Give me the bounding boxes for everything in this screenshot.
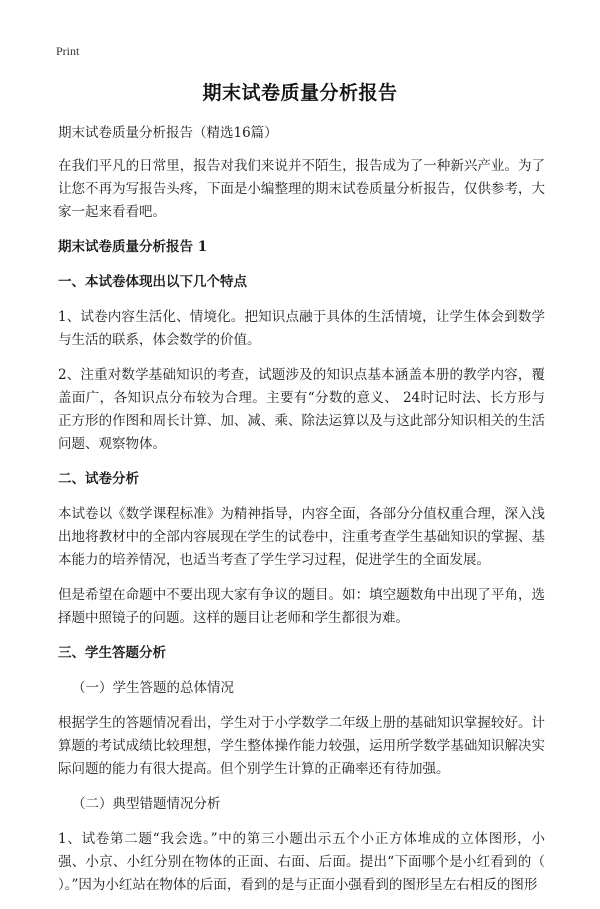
paragraph: 但是希望在命题中不要出现大家有争议的题目。如：填空题数角中出现了平角，选择题中照镜子的问题。这样的题目让老师和学生都很为难。 (58, 587, 545, 626)
section-heading-features: 一、本试卷体现出以下几个特点 (58, 274, 247, 290)
section-heading-answers: 三、学生答题分析 (58, 645, 166, 661)
document-subtitle: 期末试卷质量分析报告（精选16篇） (58, 125, 278, 141)
paragraph: 1、试卷第二题“我会选。”中的第三小题出示五个小正方体堆成的立体图形，小强、小京、小红分别在物体的正面、右面、后面。提出“下面哪个是小红看到的（ ）。”因为小红站在物体的后面，看到的是与正面小强看到的图形呈左右相反的图形 (58, 831, 545, 893)
page-title: 期末试卷质量分析报告 (202, 82, 398, 104)
intro-paragraph: 在我们平凡的日常里，报告对我们来说并不陌生，报告成为了一种新兴产业。为了让您不再为写报告头疼，下面是小编整理的期末试卷质量分析报告，仅供参考，大家一起来看看吧。 (58, 158, 545, 220)
document-body (58, 122, 545, 909)
sub-heading-overall: （一）学生答题的总体情况 (72, 680, 234, 696)
paragraph: 本试卷以《数学课程标准》为精神指导，内容全面，各部分分值权重合理，深入浅出地将教材中的全部内容展现在学生的试卷中，注重考查学生基础知识的掌握、基本能力的培养情况，也适当考查了学生学习过程，促进学生的全面发展。 (58, 506, 545, 568)
sub-heading-typical-errors: （二）典型错题情况分析 (72, 796, 221, 812)
section-heading-analysis: 二、试卷分析 (58, 471, 139, 487)
paragraph: 2、注重对数学基础知识的考查，试题涉及的知识点基本涵盖本册的教学内容，覆盖面广，各知识点分布较为合理。主要有“分数的意义、 24时记时法、长方形与正方形的作图和周长计算、加、减、乘、除法运算以及与这此部分知识相关的生活问题、观察物体。 (58, 367, 545, 452)
paragraph: 1、试卷内容生活化、情境化。把知识点融于具体的生活情境，让学生体会到数学与生活的联系，体会数学的价值。 (58, 309, 545, 348)
paragraph: 根据学生的答题情况看出，学生对于小学数学二年级上册的基础知识掌握较好。计算题的考试成绩比较理想，学生整体操作能力较强，运用所学数学基础知识解决实际问题的能力有很大提高。但个别学生计算的正确率还有待加强。 (58, 715, 545, 777)
report-title: 期末试卷质量分析报告 1 (58, 239, 208, 255)
print-link[interactable]: Print (56, 44, 80, 58)
